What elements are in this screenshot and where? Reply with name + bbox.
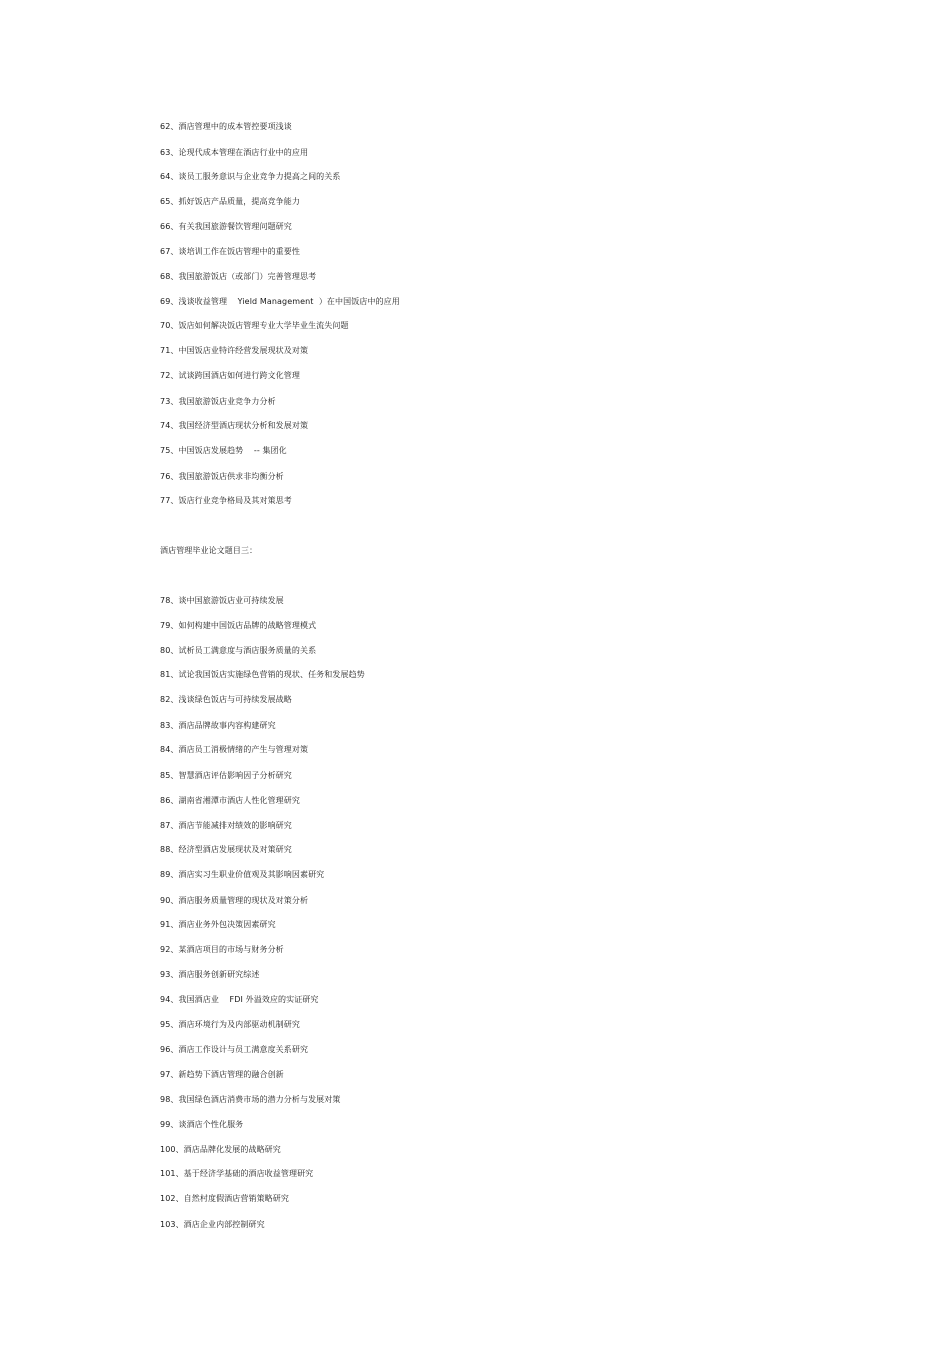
list-item: 72、试谈跨国酒店如何进行跨文化管理: [160, 371, 300, 380]
list-item: 75、中国饭店发展趋势 -- 集团化: [160, 446, 287, 455]
list-item: 100、酒店品牌化发展的战略研究: [160, 1145, 281, 1154]
list-item: 66、有关我国旅游餐饮管理问题研究: [160, 222, 292, 231]
list-item: 94、我国酒店业 FDI 外溢效应的实证研究: [160, 995, 319, 1004]
list-item: 88、经济型酒店发展现状及对策研究: [160, 845, 292, 854]
list-item: 84、酒店员工消极情绪的产生与管理对策: [160, 745, 309, 754]
list-item: 62、酒店管理中的成本管控要项浅谈: [160, 122, 292, 131]
list-item: 87、酒店节能减排对绩效的影响研究: [160, 821, 292, 830]
list-item: 74、我国经济型酒店现状分析和发展对策: [160, 421, 309, 430]
list-item: 80、试析员工满意度与酒店服务质量的关系: [160, 646, 317, 655]
list-item: 103、酒店企业内部控制研究: [160, 1220, 265, 1229]
list-item: 78、谈中国旅游饭店业可持续发展: [160, 596, 284, 605]
list-item: 68、我国旅游饭店（或部门）完善管理思考: [160, 272, 317, 281]
list-item: 93、酒店服务创新研究综述: [160, 970, 260, 979]
list-item: 102、自然村度假酒店营销策略研究: [160, 1194, 289, 1203]
list-item: 86、湖南省湘潭市酒店人性化管理研究: [160, 796, 300, 805]
list-item: 85、智慧酒店评估影响因子分析研究: [160, 771, 292, 780]
list-item: 70、饭店如何解决饭店管理专业大学毕业生流失问题: [160, 321, 349, 330]
section-heading: 酒店管理毕业论文题目三：: [160, 546, 258, 555]
list-item: 79、如何构建中国饭店品牌的战略管理模式: [160, 621, 317, 630]
list-item: 97、新趋势下酒店管理的融合创新: [160, 1070, 284, 1079]
list-item: 69、浅谈收益管理 Yield Management ）在中国饭店中的应用: [160, 297, 400, 306]
list-item: 81、试论我国饭店实施绿色营销的现状、任务和发展趋势: [160, 670, 365, 679]
list-item: 65、抓好饭店产品质量，提高竞争能力: [160, 197, 300, 206]
list-item: 92、某酒店项目的市场与财务分析: [160, 945, 284, 954]
list-item: 95、酒店环境行为及内部驱动机制研究: [160, 1020, 300, 1029]
list-item: 83、酒店品牌故事内容构建研究: [160, 721, 276, 730]
list-item: 82、浅谈绿色饭店与可持续发展战略: [160, 695, 292, 704]
list-item: 64、谈员工服务意识与企业竞争力提高之间的关系: [160, 172, 341, 181]
list-item: 63、论现代成本管理在酒店行业中的应用: [160, 148, 309, 157]
list-item: 98、我国绿色酒店消费市场的潜力分析与发展对策: [160, 1095, 341, 1104]
list-item: 96、酒店工作设计与员工满意度关系研究: [160, 1045, 309, 1054]
list-item: 71、中国饭店业特许经营发展现状及对策: [160, 346, 309, 355]
list-item: 91、酒店业务外包决策因素研究: [160, 920, 276, 929]
list-item: 99、谈酒店个性化服务: [160, 1120, 244, 1129]
list-item: 76、我国旅游饭店供求非均衡分析: [160, 472, 284, 481]
list-item: 89、酒店实习生职业价值观及其影响因素研究: [160, 870, 325, 879]
list-item: 77、饭店行业竞争格局及其对策思考: [160, 496, 292, 505]
list-item: 67、谈培训工作在饭店管理中的重要性: [160, 247, 300, 256]
list-item: 73、我国旅游饭店业竞争力分析: [160, 397, 276, 406]
list-item: 90、酒店服务质量管理的现状及对策分析: [160, 896, 309, 905]
list-item: 101、基于经济学基础的酒店收益管理研究: [160, 1169, 314, 1178]
